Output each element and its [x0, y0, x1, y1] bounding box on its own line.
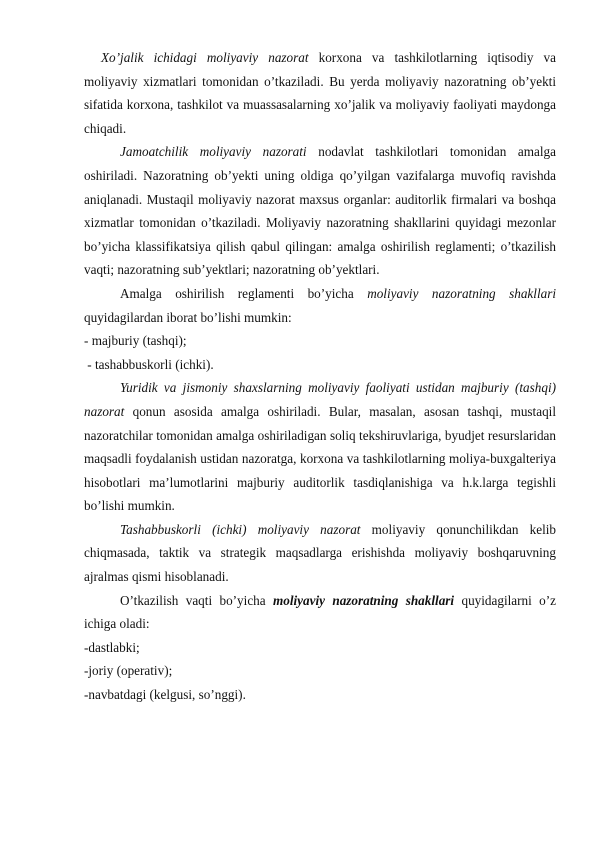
list-item: -navbatdagi (kelgusi, so’nggi). [84, 687, 246, 703]
paragraph-text: Amalga oshirilish reglamenti bo’yicha [120, 285, 368, 301]
list-item: - majburiy (tashqi); [84, 333, 187, 349]
paragraph-regulation [84, 282, 556, 329]
document-page [84, 46, 556, 707]
paragraph-internal-control [84, 46, 556, 140]
paragraph-text: qonun asosida amalga oshiriladi. Bular, masalan, asosan tashqi, mustaqil nazoratchilar tomonidan amalga oshiriladigan soliq tekshiruvlariga, byudjet resurslaridan maqsadli foydalanish ustidan nazoratga, korxona va tashkilotlarning moliya-buxgalteriya hisobotlari ma’lumotlarini majburiy auditorlik tasdiqlanishiga va h.k.larga tegishli bo’lishi mumkin. [84, 403, 556, 514]
list-item: -dastlabki; [84, 639, 140, 655]
term-public-control: Jamoatchilik moliyaviy nazorati [120, 144, 307, 160]
paragraph-text: nodavlat tashkilotlari tomonidan amalga oshiriladi. Nazoratning ob’yekti uning oldiga qo’yilgan vazifalarga muvofiq ravishda aniqlanadi. Mustaqil moliyaviy nazorat maxsus organlar: auditorlik firmalari va boshqa xizmatlar tomonidan o’tkaziladi. Moliyaviy nazoratning shakllarini quyidagi mezonlar bo’yicha klassifikatsiya qilish qabul qilingan: amalga oshirilish reglamenti; o’tkazilish vaqti; nazoratning sub’yektlari; nazoratning ob’yektlari. [84, 144, 557, 278]
paragraph-timing [84, 589, 556, 636]
paragraph-text: korxona va tashkilotlarning iqtisodiy va moliyaviy xizmatlari tomonidan o’tkaziladi. Bu yerda moliyaviy nazoratning ob’yekti sifatida korxona, tashkilot va muassasalarning xo’jalik va moliyaviy faoliyati maydonga chiqadi. [84, 50, 557, 136]
paragraph-text: quyidagilarni o’z ichiga oladi: [84, 592, 556, 632]
paragraph-mandatory-control [84, 376, 556, 518]
term-mandatory-control: Yuridik va jismoniy shaxslarning moliyaviy faoliyati ustidan majburiy (tashqi) nazorat [84, 380, 556, 419]
term-internal-control: Xo’jalik ichidagi moliyaviy nazorat [101, 50, 309, 65]
list-item: -joriy (operativ); [84, 663, 173, 679]
term-control-forms-bold: moliyaviy nazoratning shakllari [273, 592, 455, 608]
paragraph-public-control [84, 140, 556, 282]
paragraph-initiative-control [84, 518, 556, 589]
term-control-forms: moliyaviy nazoratning shakllari [367, 285, 556, 301]
paragraph-text: O’tkazilish vaqti bo’yicha [120, 592, 273, 608]
list-item: - tashabbuskorli (ichki). [84, 356, 214, 372]
paragraph-text: moliyaviy qonunchilikdan kelib chiqmasada, taktik va strategik maqsadlarga erishishda moliyaviy boshqaruvning ajralmas qismi hisoblanadi. [84, 521, 556, 585]
paragraph-text: quyidagilardan iborat bo’lishi mumkin: [84, 309, 292, 325]
term-initiative-control: Tashabbuskorli (ichki) moliyaviy nazorat [120, 521, 361, 537]
